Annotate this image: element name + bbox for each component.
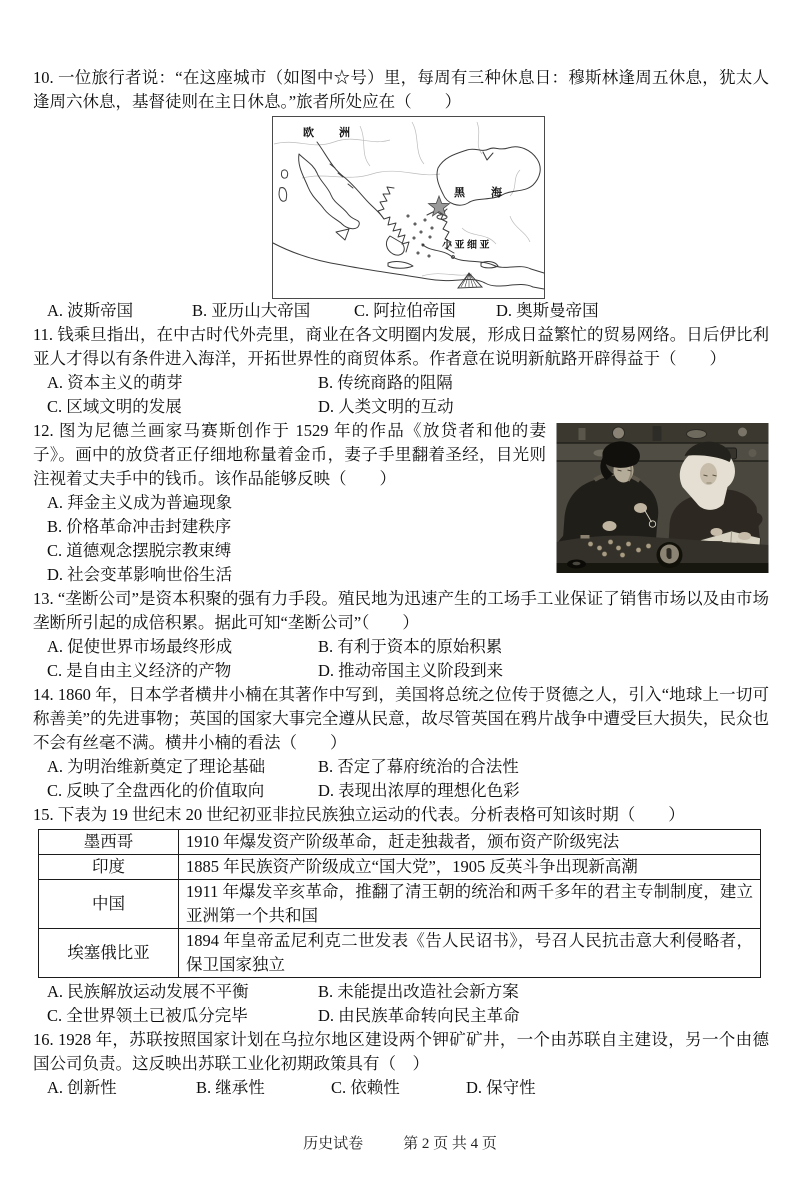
question-14-options <box>33 755 769 803</box>
footer-exam-title: 历史试卷 <box>303 1136 364 1152</box>
table-cell-event: 1894 年皇帝孟尼利克二世发表《告人民诏书》，号召人民抗击意大利侵略者，保卫国家独立 <box>179 929 761 978</box>
option-a: A. 拜金主义成为普遍现象 <box>47 493 233 512</box>
table-cell-event: 1910 年爆发资产阶级革命，赶走独裁者，颁布资产阶级宪法 <box>179 830 761 855</box>
footer-page-number: 第 2 页 共 4 页 <box>403 1136 497 1152</box>
table-cell-country: 印度 <box>39 855 179 880</box>
question-11-options <box>33 371 769 419</box>
question-16-options <box>33 1076 769 1100</box>
option-d: D. 由民族革命转向民主革命 <box>318 1006 520 1025</box>
question-12-stem: 12. 图为尼德兰画家马赛斯创作于 1529 年的作品《放贷者和他的妻子》。画中的放贷者正仔细地称量着金币，妻子手里翻着圣经，目光则注视着丈夫手中的钱币。该作品能够反映（ ） <box>33 421 546 488</box>
option-a: A. 促使世界市场最终形成 <box>47 637 233 656</box>
exam-page-content <box>33 66 769 1100</box>
map-label-europe: 欧洲 <box>303 127 375 139</box>
question-11 <box>33 323 769 419</box>
question-14 <box>33 683 769 803</box>
option-c: C. 全世界领土已被瓜分完毕 <box>47 1006 248 1025</box>
option-b: B. 传统商路的阻隔 <box>318 373 453 392</box>
map-border <box>273 117 545 299</box>
moneylender-painting-image <box>556 423 769 573</box>
table-row <box>39 880 761 929</box>
option-c: C. 是自由主义经济的产物 <box>47 661 232 680</box>
table-row <box>39 855 761 880</box>
option-c: C. 依赖性 <box>331 1078 400 1097</box>
table-cell-country: 墨西哥 <box>39 830 179 855</box>
page-footer <box>0 1132 800 1156</box>
question-10 <box>33 66 769 323</box>
question-16-stem: 16. 1928 年，苏联按照国家计划在乌拉尔地区建设两个钾矿矿井，一个由苏联自主建设，另一个由德国公司负责。这反映出苏联工业化初期政策具有（ ） <box>33 1030 769 1073</box>
option-c: C. 阿拉伯帝国 <box>354 301 456 320</box>
table-cell-country: 埃塞俄比亚 <box>39 929 179 978</box>
table-cell-country: 中国 <box>39 880 179 929</box>
option-a: A. 民族解放运动发展不平衡 <box>47 982 249 1001</box>
option-a: A. 创新性 <box>47 1078 117 1097</box>
question-12-painting-image <box>556 423 769 573</box>
option-b: B. 价格革命冲击封建秩序 <box>47 517 232 536</box>
table-cell-event: 1911 年爆发辛亥革命，推翻了清王朝的统治和两千多年的君主专制制度，建立亚洲第一个共和国 <box>179 880 761 929</box>
question-12 <box>33 419 769 587</box>
option-d: D. 社会变革影响世俗生活 <box>47 565 233 584</box>
option-d: D. 人类文明的互动 <box>318 397 454 416</box>
question-10-options <box>33 299 769 323</box>
option-c: C. 反映了全盘西化的价值取向 <box>47 781 265 800</box>
question-13-stem: 13. “垄断公司”是资本积聚的强有力手段。殖民地为迅速产生的工场手工业保证了销售市场以及由市场垄断所引起的成倍积累。据此可知“垄断公司”（ ） <box>33 589 769 632</box>
option-d: D. 推动帝国主义阶段到来 <box>318 661 504 680</box>
option-d: D. 奥斯曼帝国 <box>496 301 599 320</box>
question-14-stem: 14. 1860 年，日本学者横井小楠在其著作中写到，美国将总统之位传于贤德之人，引入“地球上一切可称善美”的先进事物；英国的国家大事完全遵从民意，故尽管英国在鸦片战争中遭受巨大损失，民众也不会有丝毫不满。横井小楠的看法（ ） <box>33 685 769 752</box>
option-d: D. 保守性 <box>466 1078 536 1097</box>
option-c: C. 道德观念摆脱宗教束缚 <box>47 541 232 560</box>
map-label-asia-minor: 小亚细亚 <box>442 240 492 251</box>
option-b: B. 继承性 <box>196 1078 265 1097</box>
question-15-stem: 15. 下表为 19 世纪末 20 世纪初亚非拉民族独立运动的代表。分析表格可知该时期（ ） <box>33 805 685 824</box>
option-a: A. 波斯帝国 <box>47 301 134 320</box>
option-b: B. 亚历山大帝国 <box>192 301 311 320</box>
question-10-stem: 10. 一位旅行者说：“在这座城市（如图中☆号）里，每周有三种休息日：穆斯林逢周五休息，犹太人逢周六休息，基督徒则在主日休息。”旅者所处应在（ ） <box>33 68 769 111</box>
question-10-map-image <box>272 116 545 299</box>
option-b: B. 否定了幕府统治的合法性 <box>318 757 519 776</box>
question-15 <box>33 803 769 1028</box>
question-16 <box>33 1028 769 1100</box>
map-label-black-sea: 黑海 <box>454 187 528 199</box>
option-c: C. 区域文明的发展 <box>47 397 182 416</box>
question-11-stem: 11. 钱乘旦指出，在中古时代外壳里，商业在各文明圈内发展，形成日益繁忙的贸易网络。日后伊比利亚人才得以有条件进入海洋，开拓世界性的商贸体系。作者意在说明新航路开辟得益于（ ） <box>33 325 769 368</box>
option-a: A. 资本主义的萌芽 <box>47 373 183 392</box>
option-b: B. 有利于资本的原始积累 <box>318 637 503 656</box>
question-15-options <box>33 980 769 1028</box>
option-a: A. 为明治维新奠定了理论基础 <box>47 757 266 776</box>
option-b: B. 未能提出改造社会新方案 <box>318 982 519 1001</box>
table-row <box>39 929 761 978</box>
table-cell-event: 1885 年民族资产阶级成立“国大党”，1905 反英斗争出现新高潮 <box>179 855 761 880</box>
table-row <box>39 830 761 855</box>
mediterranean-map-image <box>272 116 545 299</box>
question-13 <box>33 587 769 683</box>
question-15-table <box>38 829 761 978</box>
question-13-options <box>33 635 769 683</box>
option-d: D. 表现出浓厚的理想化色彩 <box>318 781 520 800</box>
